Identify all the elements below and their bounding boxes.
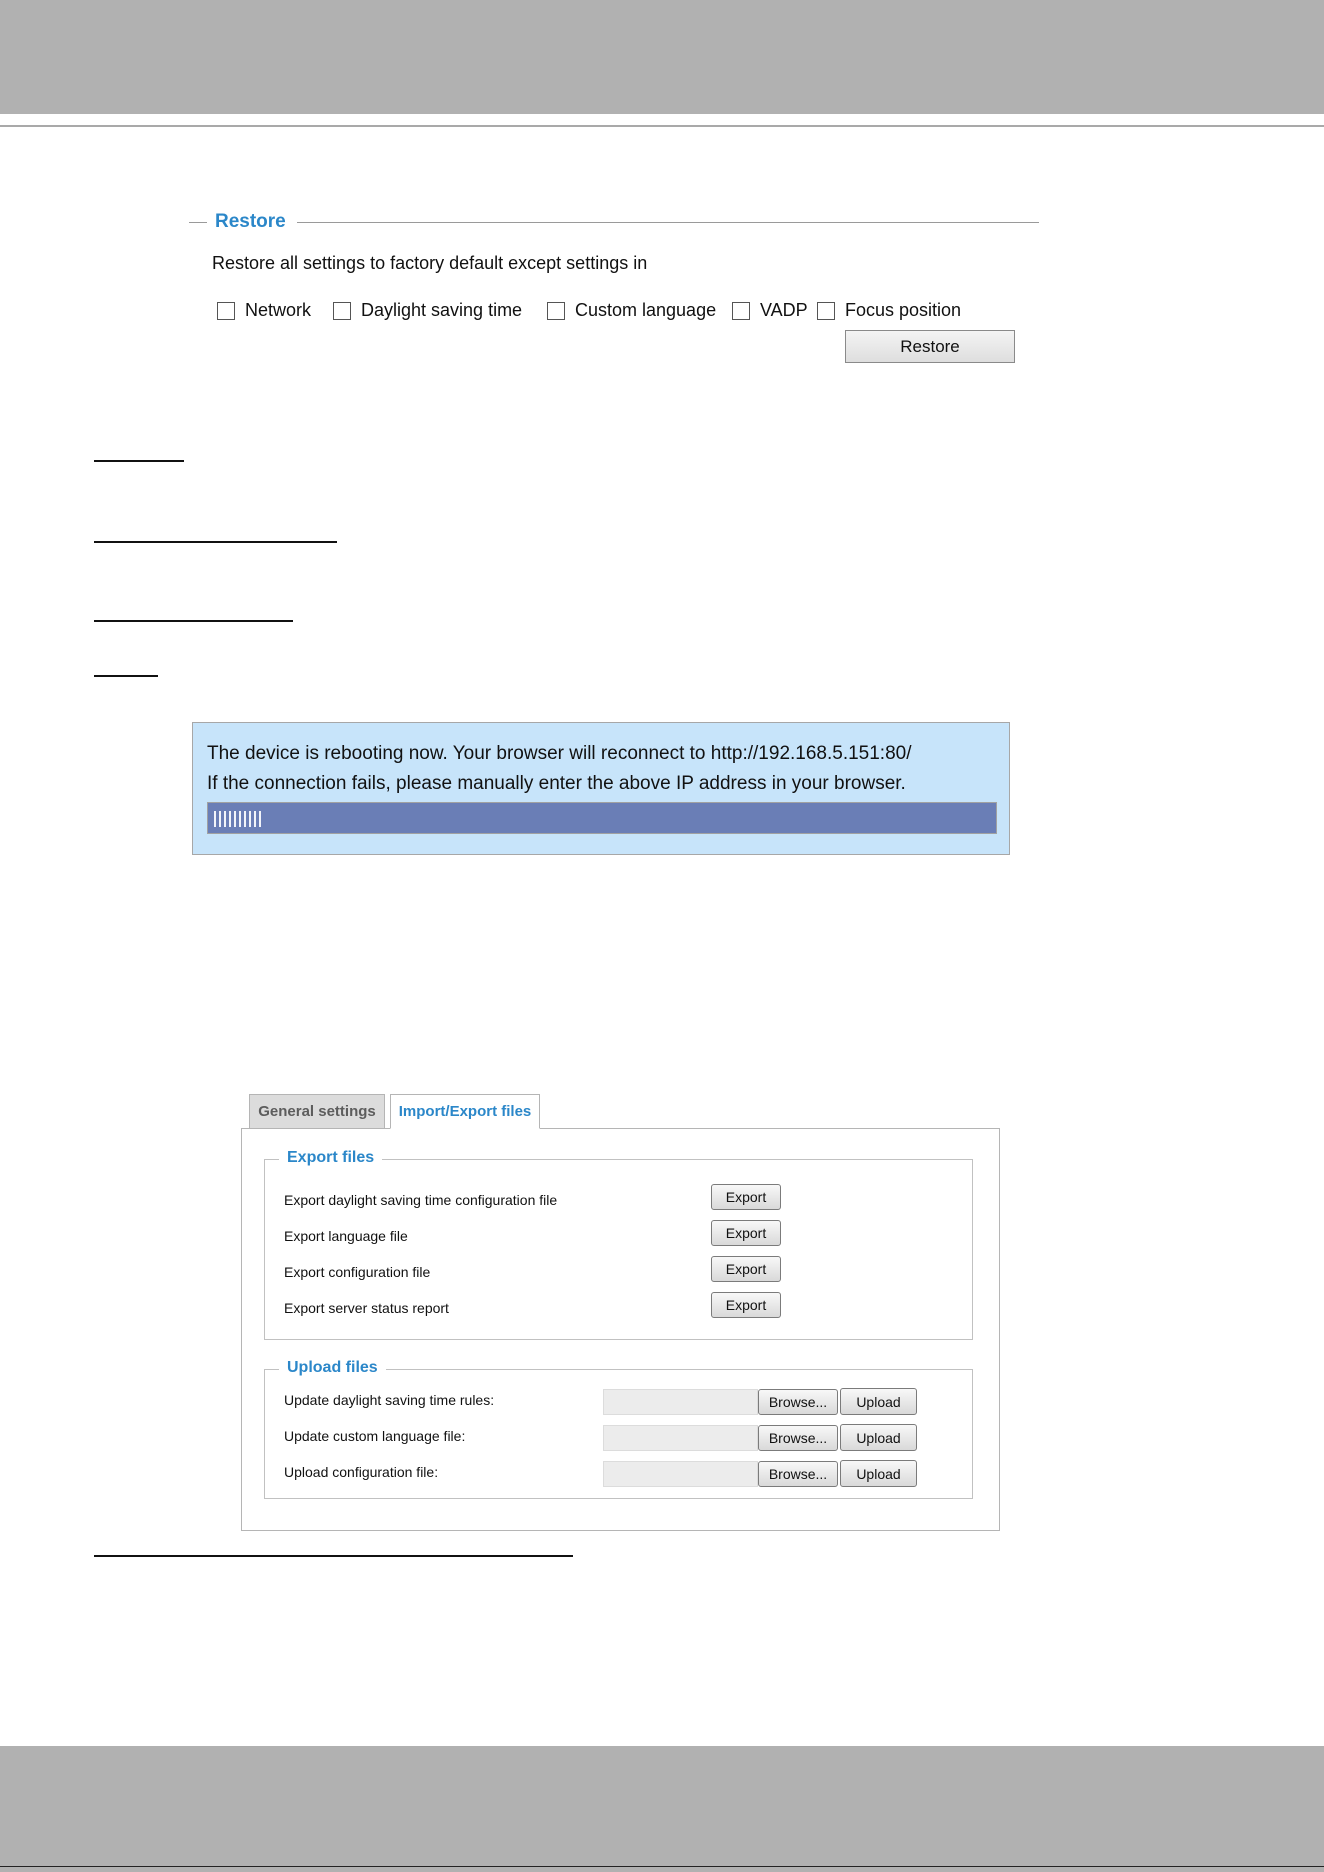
update-language-file-label: Update custom language file: <box>284 1428 466 1444</box>
network-checkbox-label: Network <box>245 300 312 320</box>
upload-files-legend: Upload files <box>279 1359 386 1377</box>
dst-rules-upload-button[interactable]: Upload <box>840 1388 917 1415</box>
export-files-legend: Export files <box>279 1149 382 1167</box>
reboot-progress-fill <box>214 811 261 827</box>
export-language-button[interactable]: Export <box>711 1220 781 1246</box>
export-files-fieldset <box>264 1149 973 1340</box>
network-checkbox-option[interactable] <box>217 300 311 321</box>
export-status-report-button[interactable]: Export <box>711 1292 781 1318</box>
language-browse-button[interactable]: Browse... <box>758 1425 838 1451</box>
daylight-saving-checkbox-option[interactable] <box>333 300 522 321</box>
upload-configuration-label: Upload configuration file: <box>284 1464 439 1480</box>
daylight-saving-checkbox[interactable] <box>333 302 351 320</box>
vadp-checkbox-option[interactable] <box>732 300 808 321</box>
page-header-band <box>0 0 1324 114</box>
export-configuration-button[interactable]: Export <box>711 1256 781 1282</box>
export-dst-config-label: Export daylight saving time configuration file <box>284 1192 558 1208</box>
dst-rules-file-field[interactable] <box>603 1389 758 1415</box>
heading-underline-1 <box>94 460 184 462</box>
upload-files-fieldset <box>264 1359 973 1499</box>
reboot-message-line2: If the connection fails, please manually enter the above IP address in your browser. <box>207 773 906 794</box>
custom-language-checkbox-option[interactable] <box>547 300 716 321</box>
dst-rules-browse-button[interactable]: Browse... <box>758 1389 838 1415</box>
export-language-label: Export language file <box>284 1228 408 1244</box>
configuration-upload-button[interactable]: Upload <box>840 1460 917 1487</box>
tab-general-settings[interactable]: General settings <box>249 1094 385 1129</box>
fieldset-border-left <box>189 222 207 223</box>
heading-underline-5 <box>94 1555 573 1557</box>
custom-language-checkbox-label: Custom language <box>575 300 717 320</box>
language-file-field[interactable] <box>603 1425 758 1451</box>
fieldset-border-right <box>297 222 1039 223</box>
export-status-report-label: Export server status report <box>284 1300 449 1316</box>
language-upload-button[interactable]: Upload <box>840 1424 917 1451</box>
import-export-panel <box>241 1128 1000 1531</box>
focus-position-checkbox-option[interactable] <box>817 300 961 321</box>
heading-underline-2 <box>94 541 337 543</box>
footer-divider <box>0 1866 1324 1867</box>
restore-legend: Restore <box>215 211 286 232</box>
network-checkbox[interactable] <box>217 302 235 320</box>
vadp-checkbox[interactable] <box>732 302 750 320</box>
update-dst-rules-label: Update daylight saving time rules: <box>284 1392 495 1408</box>
restore-fieldset <box>189 208 1039 378</box>
heading-underline-3 <box>94 620 293 622</box>
export-configuration-label: Export configuration file <box>284 1264 431 1280</box>
vadp-checkbox-label: VADP <box>760 300 808 320</box>
configuration-file-field[interactable] <box>603 1461 758 1487</box>
restore-description: Restore all settings to factory default except settings in <box>212 253 648 273</box>
focus-position-checkbox[interactable] <box>817 302 835 320</box>
focus-position-checkbox-label: Focus position <box>845 300 962 320</box>
tab-import-export-files[interactable]: Import/Export files <box>390 1094 540 1129</box>
heading-underline-4 <box>94 675 158 677</box>
restore-button[interactable]: Restore <box>845 330 1015 363</box>
custom-language-checkbox[interactable] <box>547 302 565 320</box>
page-footer-band <box>0 1746 1324 1872</box>
reboot-notification <box>192 722 1010 855</box>
configuration-browse-button[interactable]: Browse... <box>758 1461 838 1487</box>
header-divider <box>0 125 1324 127</box>
reboot-progress-bar <box>207 802 997 834</box>
reboot-message-line1: The device is rebooting now. Your browser will reconnect to http://192.168.5.151:80/ <box>207 743 912 764</box>
daylight-saving-checkbox-label: Daylight saving time <box>361 300 523 320</box>
export-dst-config-button[interactable]: Export <box>711 1184 781 1210</box>
